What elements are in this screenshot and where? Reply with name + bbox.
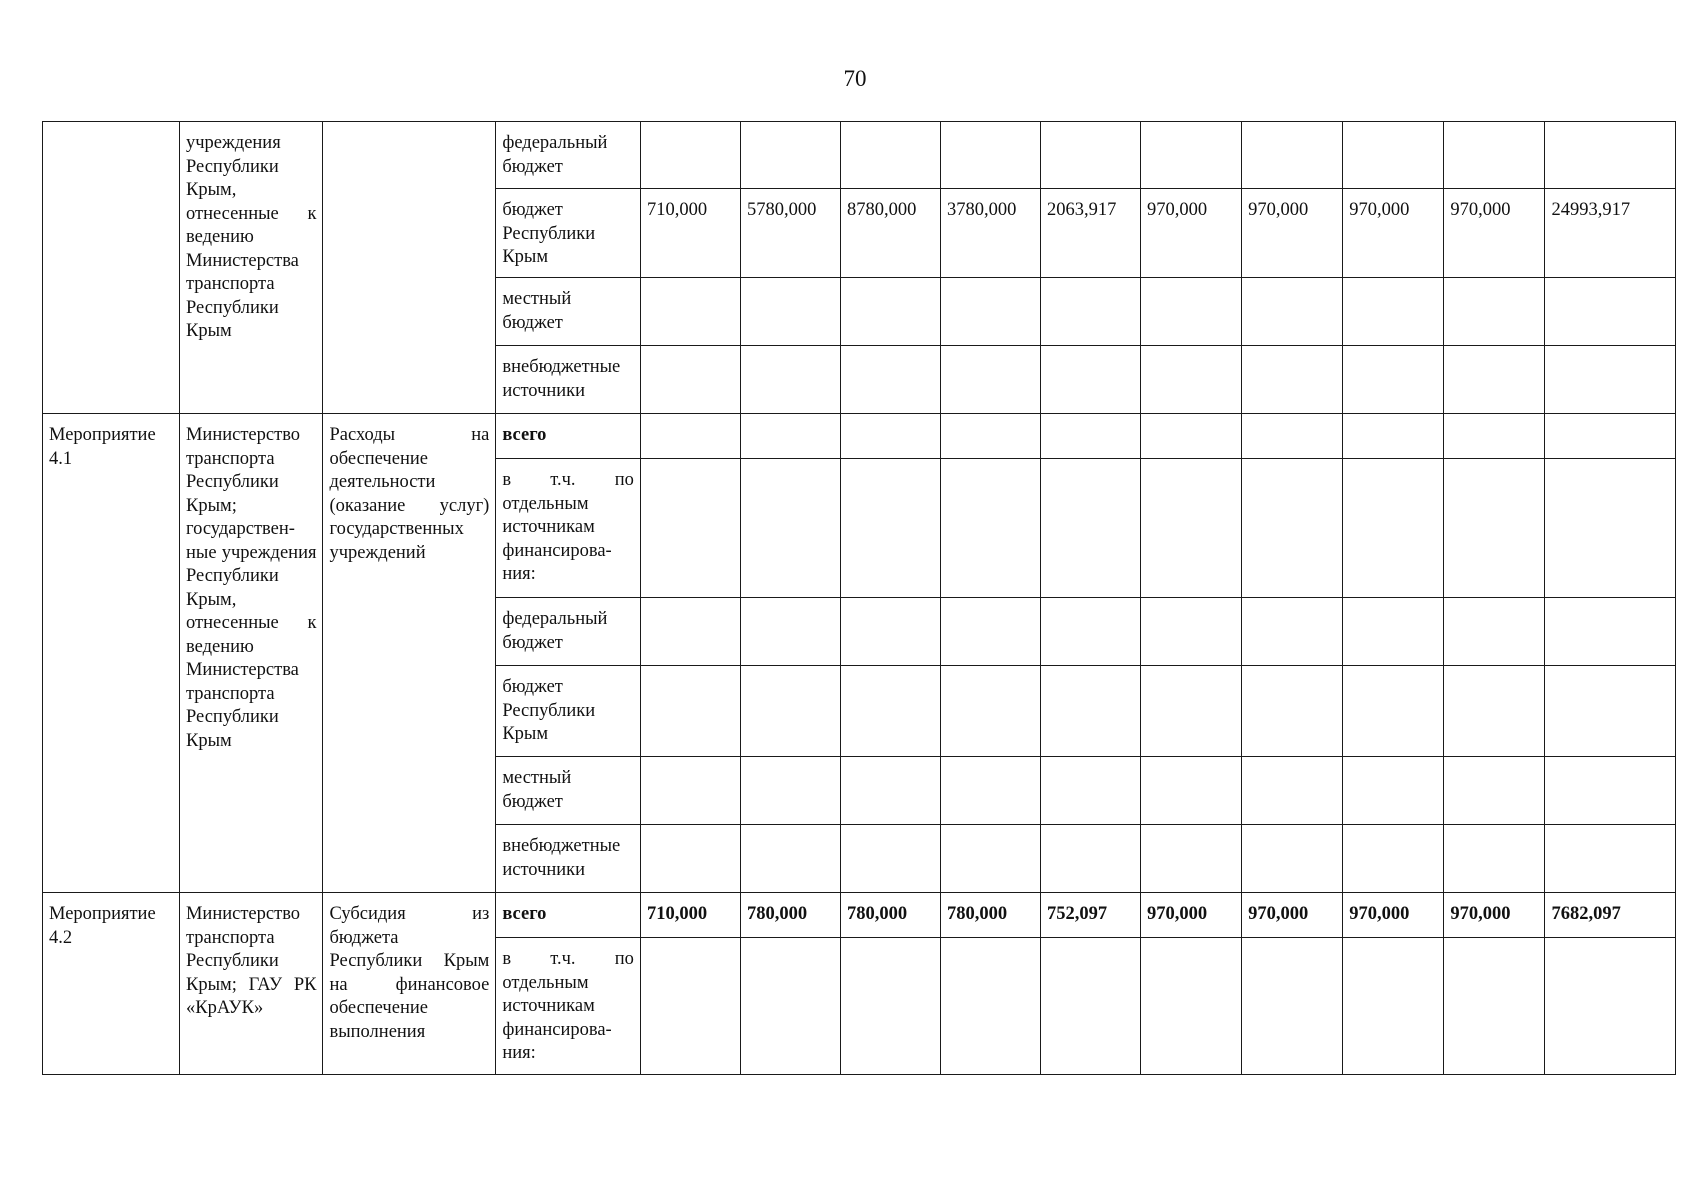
value-cell [840,938,940,1075]
executor-cell: учреждения Республики Крым, отнесенные к ведению Министерства транспорта Республики Крым [179,122,323,414]
value-cell [640,414,740,459]
value-cell [1242,666,1343,757]
value-cell [1444,346,1545,414]
value-cell [840,122,940,189]
value-cell [1041,346,1141,414]
value-cell [840,459,940,598]
value-cell [1444,278,1545,346]
value-cell [1141,666,1242,757]
description-cell: Расходы на обеспечение деятельности (оказание услуг) государственных учреждений [323,414,496,893]
value-cell: 780,000 [940,893,1040,938]
value-cell [1444,598,1545,666]
value-cell [1545,825,1676,893]
source-cell: местный бюджет [496,757,641,825]
value-cell [740,938,840,1075]
source-cell: в т.ч. по отдельным источникам финансирова-ния: [496,459,641,598]
value-cell [740,598,840,666]
source-cell: в т.ч. по отдельным источникам финансирова-ния: [496,938,641,1075]
value-cell [840,598,940,666]
value-cell [1545,414,1676,459]
value-cell [940,346,1040,414]
value-cell [640,459,740,598]
value-cell: 2063,917 [1041,189,1141,278]
value-cell [1343,346,1444,414]
value-cell [1343,459,1444,598]
value-cell [640,825,740,893]
value-cell [940,414,1040,459]
value-cell [740,459,840,598]
value-cell: 8780,000 [840,189,940,278]
value-cell [940,825,1040,893]
source-cell: внебюджетные источники [496,346,641,414]
value-cell [740,825,840,893]
value-cell [1041,414,1141,459]
value-cell [1444,825,1545,893]
value-cell [1444,414,1545,459]
value-cell: 970,000 [1444,189,1545,278]
value-cell [1141,414,1242,459]
value-cell [1041,278,1141,346]
value-cell [640,122,740,189]
value-cell [840,757,940,825]
value-cell [1545,122,1676,189]
executor-cell: Министерство транспорта Республики Крым; государствен-ные учреждения Республики Крым, отнесенные к ведению Министерства транспорта Республики Крым [179,414,323,893]
table-row [43,893,1676,938]
value-cell [1041,459,1141,598]
value-cell [940,938,1040,1075]
value-cell [1545,278,1676,346]
value-cell: 710,000 [640,893,740,938]
description-cell: Субсидия из бюджета Республики Крым на финансовое обеспечение выполнения [323,893,496,1075]
page-number: 70 [843,66,867,91]
value-cell: 780,000 [840,893,940,938]
value-cell [1242,938,1343,1075]
event-cell: Мероприятие 4.2 [43,893,180,1075]
value-cell: 970,000 [1343,893,1444,938]
value-cell: 3780,000 [940,189,1040,278]
value-cell [740,414,840,459]
value-cell [740,122,840,189]
value-cell [1141,459,1242,598]
source-cell: всего [496,893,641,938]
value-cell: 970,000 [1141,189,1242,278]
total-cell: 24993,917 [1545,189,1676,278]
value-cell [640,666,740,757]
value-cell [1141,346,1242,414]
value-cell: 752,097 [1041,893,1141,938]
value-cell: 780,000 [740,893,840,938]
value-cell [1545,666,1676,757]
value-cell [640,278,740,346]
value-cell [940,598,1040,666]
source-cell: федеральный бюджет [496,122,641,189]
source-cell: внебюджетные источники [496,825,641,893]
value-cell: 970,000 [1444,893,1545,938]
value-cell: 970,000 [1242,189,1343,278]
value-cell [1141,278,1242,346]
value-cell [1444,938,1545,1075]
value-cell [740,278,840,346]
value-cell [1343,122,1444,189]
value-cell [1545,938,1676,1075]
value-cell [740,666,840,757]
value-cell [1343,278,1444,346]
value-cell [840,666,940,757]
value-cell [1242,122,1343,189]
value-cell: 970,000 [1343,189,1444,278]
source-cell: всего [496,414,641,459]
value-cell [1141,598,1242,666]
value-cell: 5780,000 [740,189,840,278]
value-cell [1545,346,1676,414]
value-cell [640,346,740,414]
value-cell [1242,346,1343,414]
value-cell [1041,757,1141,825]
executor-cell: Министерство транспорта Республики Крым; ГАУ РК «КрАУК» [179,893,323,1075]
value-cell [1141,757,1242,825]
value-cell [1041,122,1141,189]
value-cell [1444,666,1545,757]
value-cell [1545,598,1676,666]
value-cell [1242,278,1343,346]
value-cell [1041,938,1141,1075]
value-cell [1545,757,1676,825]
value-cell [1444,122,1545,189]
value-cell [940,278,1040,346]
value-cell [940,122,1040,189]
total-cell: 7682,097 [1545,893,1676,938]
source-cell: федеральный бюджет [496,598,641,666]
value-cell [1242,757,1343,825]
event-cell: Мероприятие 4.1 [43,414,180,893]
value-cell [1242,459,1343,598]
value-cell [840,346,940,414]
value-cell [1343,757,1444,825]
value-cell [940,666,1040,757]
source-cell: местный бюджет [496,278,641,346]
value-cell: 710,000 [640,189,740,278]
value-cell [1141,938,1242,1075]
source-cell: бюджет Республики Крым [496,666,641,757]
value-cell [1343,666,1444,757]
table-row [43,414,1676,459]
value-cell [640,598,740,666]
funding-table [42,121,1676,1075]
value-cell [1242,825,1343,893]
value-cell [1444,757,1545,825]
value-cell [1242,598,1343,666]
value-cell [840,414,940,459]
value-cell [1041,666,1141,757]
description-cell [323,122,496,414]
value-cell [740,757,840,825]
value-cell [1343,825,1444,893]
value-cell [1041,825,1141,893]
value-cell [1343,598,1444,666]
value-cell [1343,938,1444,1075]
value-cell: 970,000 [1141,893,1242,938]
value-cell [940,459,1040,598]
value-cell [1242,414,1343,459]
value-cell [1141,122,1242,189]
value-cell [740,346,840,414]
value-cell: 970,000 [1242,893,1343,938]
value-cell [1444,459,1545,598]
value-cell [840,825,940,893]
value-cell [940,757,1040,825]
value-cell [640,757,740,825]
value-cell [640,938,740,1075]
table-row [43,122,1676,189]
value-cell [1141,825,1242,893]
source-cell: бюджет Республики Крым [496,189,641,278]
value-cell [1041,598,1141,666]
value-cell [1545,459,1676,598]
value-cell [1343,414,1444,459]
event-cell [43,122,180,414]
value-cell [840,278,940,346]
